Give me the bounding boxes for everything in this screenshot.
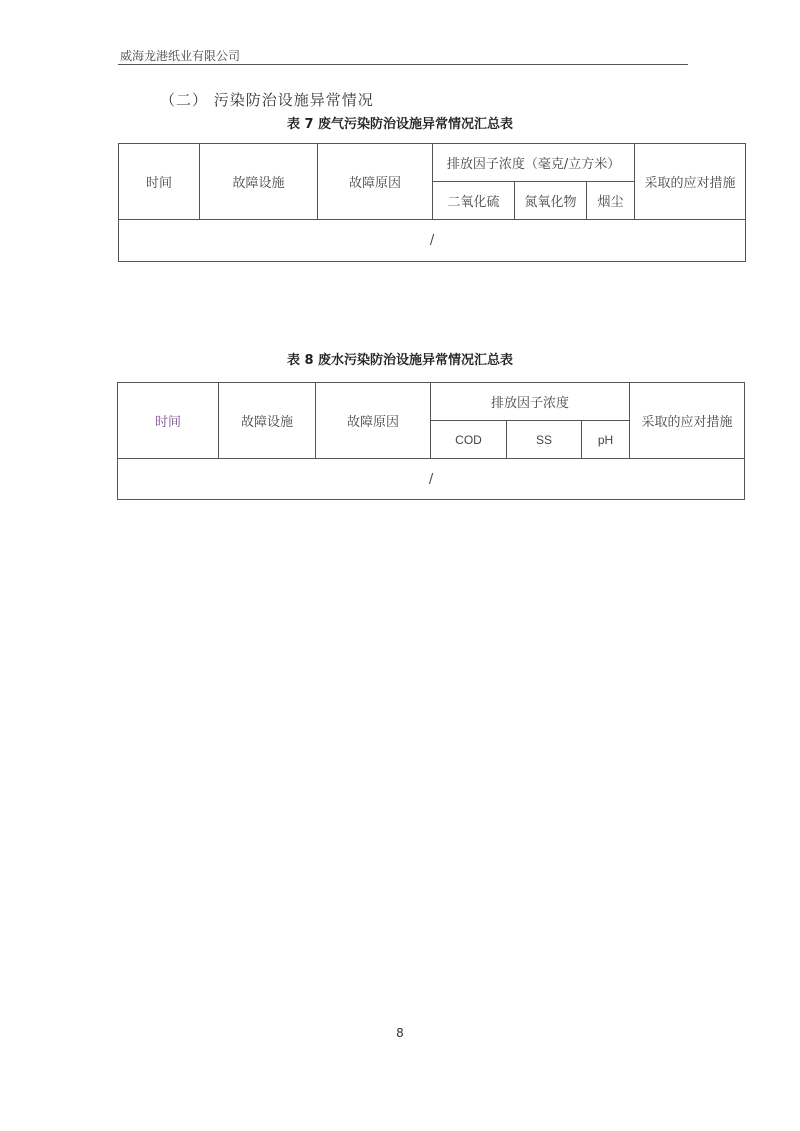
table8-header-facility: 故障设施: [219, 383, 316, 459]
table7-caption: 表 7 废气污染防治设施异常情况汇总表: [286, 117, 514, 132]
table8-subheader-ss: SS: [507, 421, 582, 459]
table8-header-time: 时间: [118, 383, 219, 459]
page-number: 8: [396, 1026, 404, 1040]
table7-header-cause: 故障原因: [318, 144, 433, 220]
table8-header-cause: 故障原因: [316, 383, 431, 459]
table7-body-cell: /: [119, 220, 746, 262]
table8-caption: 表 8 废水污染防治设施异常情况汇总表: [286, 353, 514, 368]
table8-header-concentration: 排放因子浓度: [431, 383, 630, 421]
table7-subheader-dust: 烟尘: [587, 182, 635, 220]
table7-header-facility: 故障设施: [200, 144, 318, 220]
table8-body-cell: /: [118, 459, 745, 500]
header-divider: [118, 64, 688, 65]
header-company-name: 威海龙港纸业有限公司: [120, 49, 241, 63]
table7-subheader-so2: 二氧化硫: [433, 182, 515, 220]
section-title: （二） 污染防治设施异常情况: [160, 91, 374, 109]
table7-header-measures: 采取的应对措施: [635, 144, 746, 220]
table8-wastewater: [117, 382, 745, 500]
table7-header-concentration: 排放因子浓度（毫克/立方米）: [433, 144, 635, 182]
table7-exhaust-gas: [118, 143, 746, 262]
table8-header-measures: 采取的应对措施: [630, 383, 745, 459]
table7-subheader-nox: 氮氧化物: [515, 182, 587, 220]
table8-subheader-ph: pH: [582, 421, 630, 459]
table8-subheader-cod: COD: [431, 421, 507, 459]
table7-header-time: 时间: [119, 144, 200, 220]
